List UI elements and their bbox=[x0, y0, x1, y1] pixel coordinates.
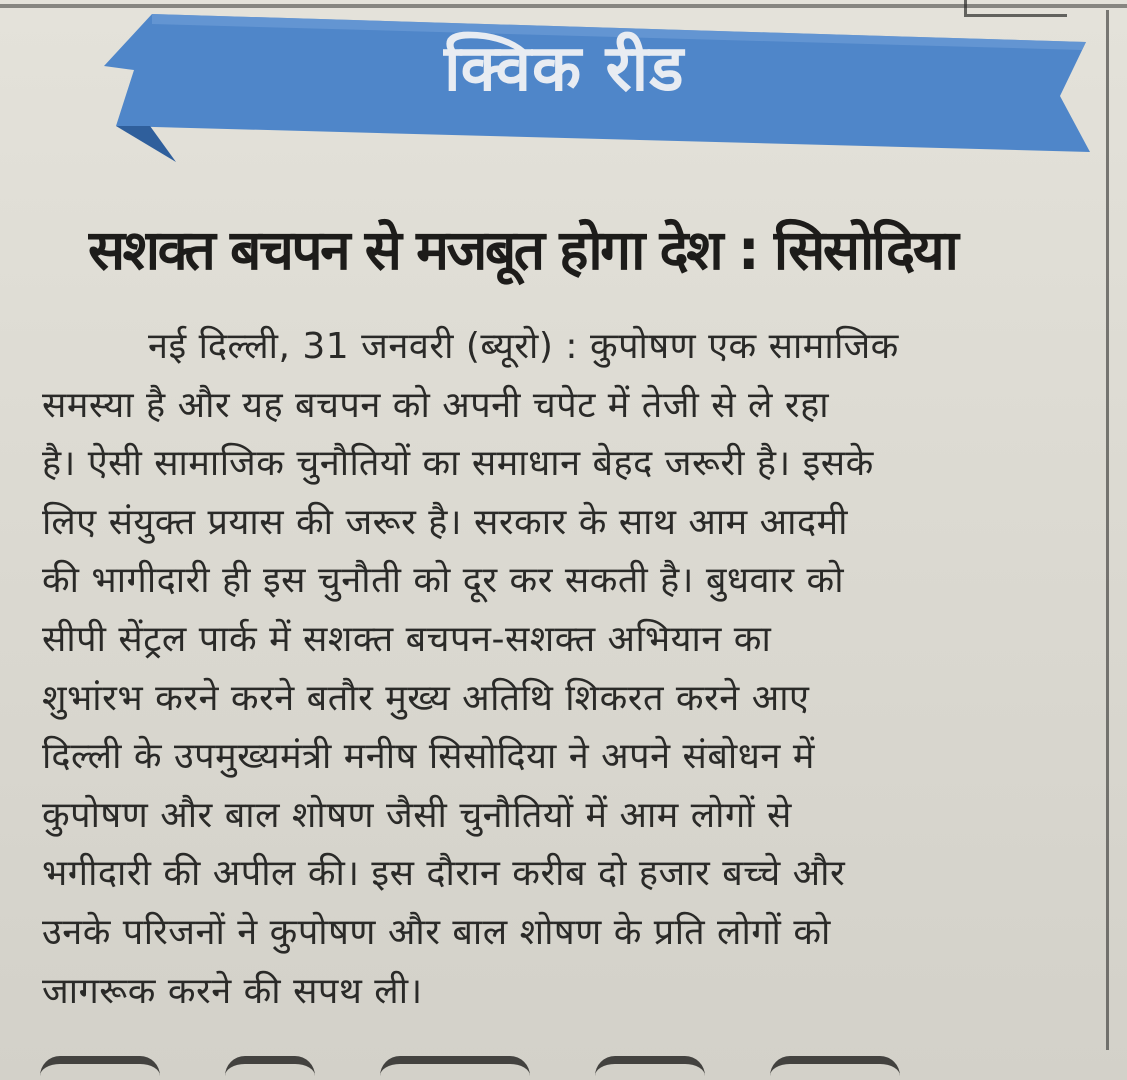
article-line: लिए संयुक्त प्रयास की जरूर है। सरकार के साथ आम आदमी bbox=[42, 501, 848, 543]
article-line: भगीदारी की अपील की। इस दौरान करीब दो हजार बच्चे और bbox=[42, 853, 846, 895]
article-body bbox=[42, 318, 1112, 1021]
article-line: जागरूक करने की सपथ ली। bbox=[42, 970, 423, 1012]
article-headline: सशक्त बचपन से मजबूत होगा देश : सिसोदिया bbox=[88, 218, 957, 282]
article-line: नई दिल्ली, 31 जनवरी (ब्यूरो) : कुपोषण एक सामाजिक bbox=[148, 326, 899, 367]
article-line: शुभांरभ करने करने बतौर मुख्य अतिथि शिकरत करने आए bbox=[42, 677, 810, 719]
article-line: उनके परिजनों ने कुपोषण और बाल शोषण के प्रति लोगों को bbox=[42, 911, 831, 953]
next-headline-cutoff bbox=[40, 1056, 1040, 1080]
section-title: क्विक रीड bbox=[444, 32, 685, 106]
article-line: कुपोषण और बाल शोषण जैसी चुनौतियों में आम लोगों से bbox=[42, 794, 792, 836]
article-line: समस्या है और यह बचपन को अपनी चपेट में तेजी से ले रहा bbox=[42, 384, 830, 426]
article-line: दिल्ली के उपमुख्यमंत्री मनीष सिसोदिया ने अपने संबोधन में bbox=[42, 736, 815, 778]
ribbon-fold bbox=[116, 126, 176, 162]
article-line: सीपी सेंट्रल पार्क में सशक्त बचपन-सशक्त अभियान का bbox=[42, 618, 772, 660]
article-line: है। ऐसी सामाजिक चुनौतियों का समाधान बेहद जरूरी है। इसके bbox=[42, 443, 874, 485]
article-line: की भागीदारी ही इस चुनौती को दूर कर सकती है। बुधवार को bbox=[42, 560, 845, 602]
